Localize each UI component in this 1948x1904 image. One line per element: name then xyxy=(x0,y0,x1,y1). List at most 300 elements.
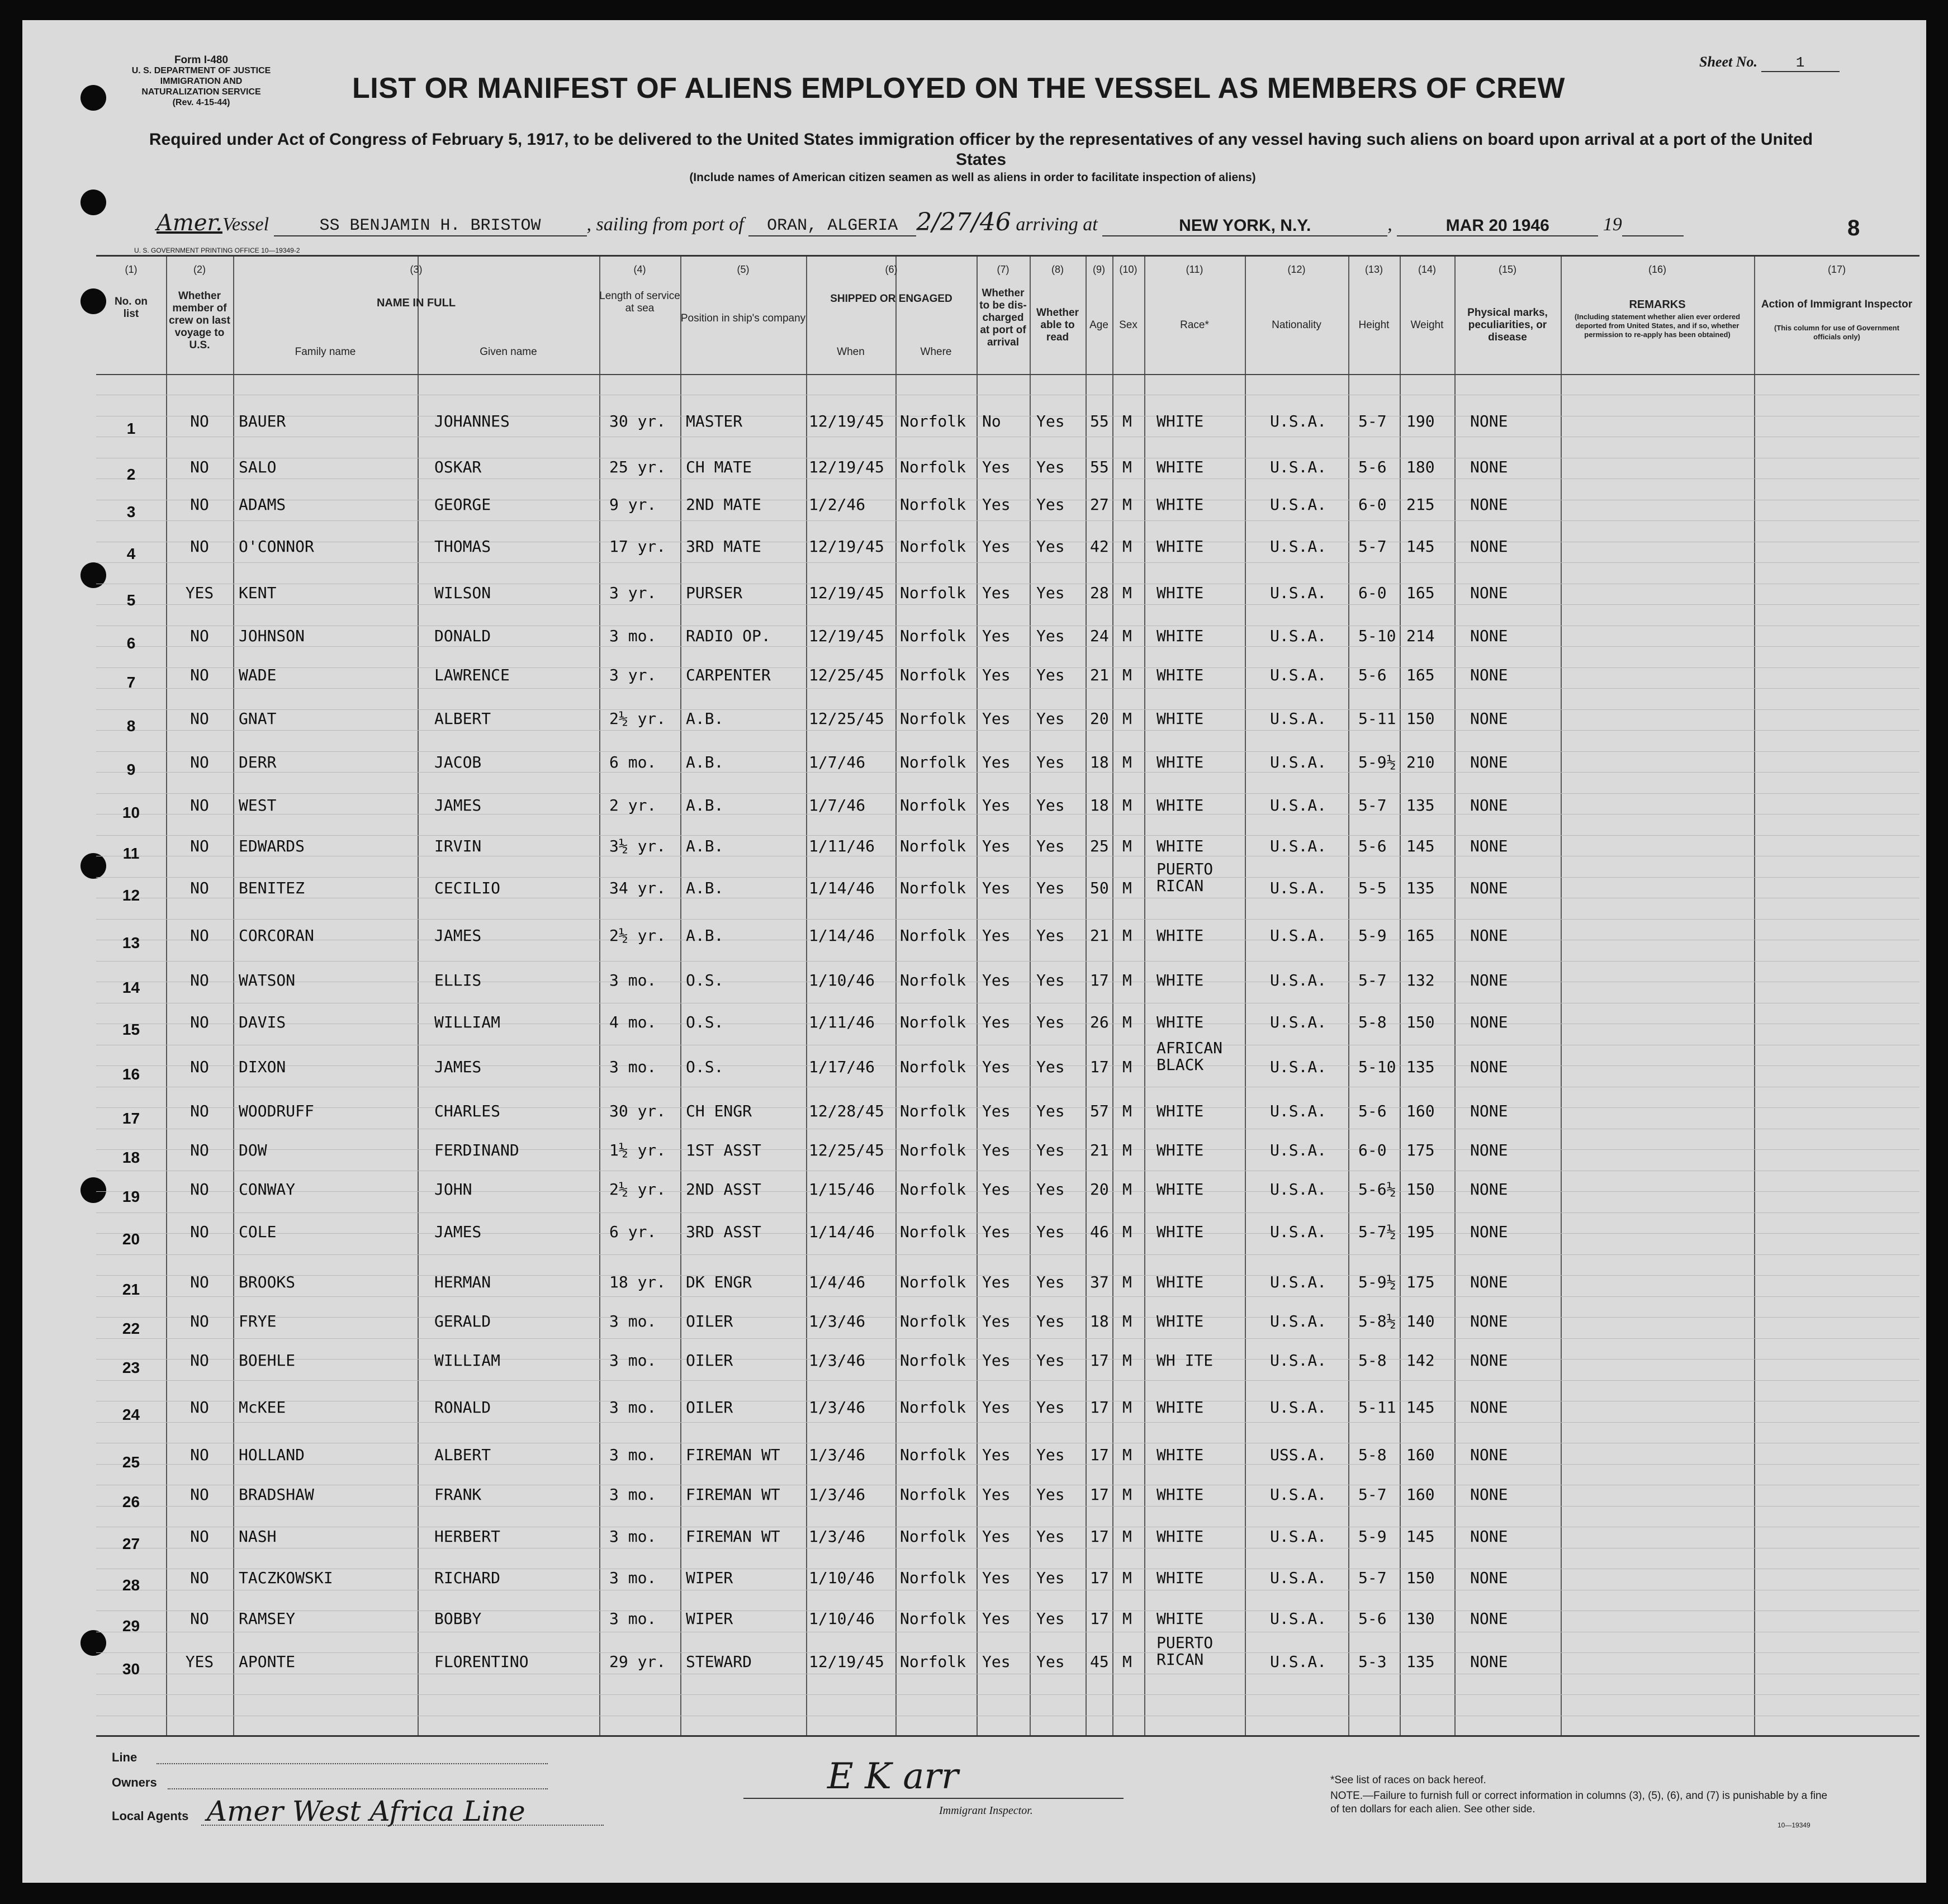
owners-label: Owners xyxy=(112,1775,157,1789)
cell-able-to-read: Yes xyxy=(1036,1223,1065,1241)
cell-where: Norfolk xyxy=(900,666,966,684)
cell-where: Norfolk xyxy=(900,1398,966,1417)
inspector-signature-line xyxy=(743,1798,1124,1799)
cell-where: Norfolk xyxy=(900,537,966,556)
cell-race: WHITE xyxy=(1157,753,1204,771)
cell-sex: M xyxy=(1122,753,1132,771)
cell-position: FIREMAN WT xyxy=(686,1446,780,1464)
cell-physical-marks: NONE xyxy=(1470,709,1508,728)
cell-height: 5-7 xyxy=(1358,412,1387,430)
row-number: 23 xyxy=(122,1359,140,1376)
cell-discharged: Yes xyxy=(982,458,1011,476)
sheet-number-label: Sheet No. xyxy=(1699,54,1757,70)
cell-sex: M xyxy=(1122,1223,1132,1241)
cell-able-to-read: Yes xyxy=(1036,1351,1065,1370)
cell-height: 6-0 xyxy=(1358,1141,1387,1159)
cell-when: 1/3/46 xyxy=(809,1398,866,1417)
cell-position: 2ND ASST xyxy=(686,1180,761,1199)
cell-race: WHITE xyxy=(1157,458,1204,476)
cell-last-voyage: NO xyxy=(190,796,209,814)
year-label: 19 xyxy=(1603,214,1622,235)
cell-sex: M xyxy=(1122,1273,1132,1291)
cell-family-name: WOODRUFF xyxy=(239,1102,314,1120)
cell-position: PURSER xyxy=(686,584,743,602)
cell-physical-marks: NONE xyxy=(1470,584,1508,602)
cell-position: A.B. xyxy=(686,709,724,728)
cell-discharged: Yes xyxy=(982,1398,1011,1417)
cell-race: AFRICAN BLACK xyxy=(1157,1039,1223,1074)
cell-race: WHITE xyxy=(1157,1102,1204,1120)
cell-when: 1/3/46 xyxy=(809,1351,866,1370)
cell-when: 1/10/46 xyxy=(809,971,875,989)
cell-last-voyage: NO xyxy=(190,495,209,514)
cell-able-to-read: Yes xyxy=(1036,1058,1065,1076)
cell-position: STEWARD xyxy=(686,1652,752,1671)
cell-race: WHITE xyxy=(1157,1273,1204,1291)
cell-length-service: 2½ yr. xyxy=(609,709,666,728)
page-title: LIST OR MANIFEST OF ALIENS EMPLOYED ON THE VESSEL AS MEMBERS OF CREW xyxy=(352,72,1565,105)
cell-where: Norfolk xyxy=(900,1351,966,1370)
header-position: Position in ship's company xyxy=(680,312,806,324)
cell-height: 5-6 xyxy=(1358,837,1387,855)
cell-length-service: 18 yr. xyxy=(609,1273,666,1291)
cell-age: 55 xyxy=(1090,458,1109,476)
service: IMMIGRATION AND NATURALIZATION SERVICE xyxy=(141,77,261,97)
cell-when: 1/4/46 xyxy=(809,1273,866,1291)
cell-race: WHITE xyxy=(1157,1446,1204,1464)
cell-where: Norfolk xyxy=(900,796,966,814)
row-number: 16 xyxy=(122,1065,140,1083)
cell-height: 5-9½ xyxy=(1358,1273,1396,1291)
row-number: 9 xyxy=(126,761,136,778)
cell-given-name: FLORENTINO xyxy=(434,1652,529,1671)
ruled-line xyxy=(96,835,1919,836)
cell-family-name: WADE xyxy=(239,666,277,684)
cell-sex: M xyxy=(1122,584,1132,602)
header-physical-marks: Physical marks, peculiarities, or disease xyxy=(1467,307,1548,343)
cell-position: WIPER xyxy=(686,1569,733,1587)
cell-family-name: DOW xyxy=(239,1141,267,1159)
cell-nationality: U.S.A. xyxy=(1270,971,1327,989)
cell-nationality: U.S.A. xyxy=(1270,1609,1327,1628)
cell-last-voyage: NO xyxy=(190,926,209,945)
cell-length-service: 3 mo. xyxy=(609,1058,657,1076)
cell-weight: 145 xyxy=(1406,1398,1435,1417)
form-code: 10—19349 xyxy=(1778,1821,1810,1829)
cell-age: 55 xyxy=(1090,412,1109,430)
header-nationality: Nationality xyxy=(1272,319,1321,331)
cell-given-name: CHARLES xyxy=(434,1102,501,1120)
cell-discharged: Yes xyxy=(982,1223,1011,1241)
cell-where: Norfolk xyxy=(900,495,966,514)
table-row xyxy=(96,1609,1919,1635)
cell-last-voyage: NO xyxy=(190,709,209,728)
column-number: (3) xyxy=(410,264,423,275)
cell-position: MASTER xyxy=(686,412,743,430)
cell-physical-marks: NONE xyxy=(1470,1223,1508,1241)
table-row xyxy=(96,753,1919,778)
cell-nationality: U.S.A. xyxy=(1270,666,1327,684)
row-number: 17 xyxy=(122,1110,140,1127)
cell-able-to-read: Yes xyxy=(1036,837,1065,855)
cell-physical-marks: NONE xyxy=(1470,796,1508,814)
cell-height: 5-11 xyxy=(1358,1398,1396,1417)
cell-weight: 135 xyxy=(1406,796,1435,814)
cell-position: 1ST ASST xyxy=(686,1141,761,1159)
cell-sex: M xyxy=(1122,1485,1132,1504)
cell-weight: 150 xyxy=(1406,1013,1435,1031)
cell-age: 17 xyxy=(1090,1609,1109,1628)
cell-given-name: RICHARD xyxy=(434,1569,501,1587)
cell-race: WHITE xyxy=(1157,837,1204,855)
cell-length-service: 3 yr. xyxy=(609,666,657,684)
table-row xyxy=(96,1527,1919,1550)
cell-weight: 150 xyxy=(1406,709,1435,728)
cell-age: 27 xyxy=(1090,495,1109,514)
cell-physical-marks: NONE xyxy=(1470,1398,1508,1417)
cell-position: RADIO OP. xyxy=(686,627,771,645)
cell-height: 5-11 xyxy=(1358,709,1396,728)
cell-length-service: 25 yr. xyxy=(609,458,666,476)
table-row xyxy=(96,495,1919,518)
cell-physical-marks: NONE xyxy=(1470,1141,1508,1159)
cell-length-service: 30 yr. xyxy=(609,412,666,430)
cell-family-name: EDWARDS xyxy=(239,837,305,855)
cell-height: 5-6 xyxy=(1358,458,1387,476)
ruled-line xyxy=(96,520,1919,521)
cell-sex: M xyxy=(1122,1058,1132,1076)
cell-height: 5-10 xyxy=(1358,1058,1396,1076)
line-blank xyxy=(157,1763,548,1764)
cell-height: 5-7 xyxy=(1358,971,1387,989)
row-number: 22 xyxy=(122,1320,140,1337)
cell-where: Norfolk xyxy=(900,1652,966,1671)
cell-when: 12/19/45 xyxy=(809,1652,884,1671)
cell-nationality: U.S.A. xyxy=(1270,458,1327,476)
cell-last-voyage: NO xyxy=(190,1569,209,1587)
cell-age: 17 xyxy=(1090,1398,1109,1417)
cell-last-voyage: NO xyxy=(190,1312,209,1330)
cell-position: WIPER xyxy=(686,1609,733,1628)
manifest-sheet xyxy=(22,20,1926,1883)
table-row xyxy=(96,837,1919,862)
cell-last-voyage: YES xyxy=(185,1652,214,1671)
cell-race: WHITE xyxy=(1157,1223,1204,1241)
cell-height: 5-9½ xyxy=(1358,753,1396,771)
cell-nationality: U.S.A. xyxy=(1270,926,1327,945)
cell-length-service: 3 mo. xyxy=(609,1398,657,1417)
cell-when: 1/15/46 xyxy=(809,1180,875,1199)
cell-height: 5-5 xyxy=(1358,879,1387,897)
column-number: (14) xyxy=(1418,264,1436,275)
cell-length-service: 3 mo. xyxy=(609,1527,657,1546)
column-number: (8) xyxy=(1051,264,1064,275)
column-number: (9) xyxy=(1093,264,1105,275)
cell-height: 6-0 xyxy=(1358,495,1387,514)
row-number: 28 xyxy=(122,1576,140,1594)
ruled-line xyxy=(96,1380,1919,1381)
table-row xyxy=(96,1398,1919,1423)
cell-family-name: DIXON xyxy=(239,1058,286,1076)
cell-nationality: U.S.A. xyxy=(1270,537,1327,556)
cell-nationality: U.S.A. xyxy=(1270,1180,1327,1199)
cell-race: WHITE xyxy=(1157,1013,1204,1031)
cell-given-name: FERDINAND xyxy=(434,1141,519,1159)
cell-where: Norfolk xyxy=(900,879,966,897)
cell-when: 12/28/45 xyxy=(809,1102,884,1120)
cell-weight: 145 xyxy=(1406,537,1435,556)
cell-last-voyage: NO xyxy=(190,627,209,645)
cell-sex: M xyxy=(1122,1527,1132,1546)
cell-family-name: APONTE xyxy=(239,1652,296,1671)
column-number: (1) xyxy=(125,264,138,275)
cell-where: Norfolk xyxy=(900,1485,966,1504)
ruled-line xyxy=(96,1694,1919,1695)
cell-physical-marks: NONE xyxy=(1470,495,1508,514)
cell-race: PUERTO RICAN xyxy=(1157,860,1214,895)
row-number: 2 xyxy=(126,466,136,483)
table-row xyxy=(96,971,1919,996)
cell-sex: M xyxy=(1122,796,1132,814)
cell-given-name: LAWRENCE xyxy=(434,666,510,684)
cell-sex: M xyxy=(1122,412,1132,430)
cell-physical-marks: NONE xyxy=(1470,1527,1508,1546)
cell-family-name: SALO xyxy=(239,458,277,476)
cell-length-service: 4 mo. xyxy=(609,1013,657,1031)
header-height: Height xyxy=(1358,319,1390,331)
cell-sex: M xyxy=(1122,837,1132,855)
cell-when: 1/7/46 xyxy=(809,796,866,814)
punch-hole xyxy=(80,85,106,111)
cell-nationality: U.S.A. xyxy=(1270,753,1327,771)
cell-family-name: HOLLAND xyxy=(239,1446,305,1464)
table-row xyxy=(96,1569,1919,1594)
cell-given-name: HERBERT xyxy=(434,1527,501,1546)
row-number: 15 xyxy=(122,1021,140,1038)
table-row xyxy=(96,458,1919,483)
cell-when: 1/10/46 xyxy=(809,1609,875,1628)
cell-age: 37 xyxy=(1090,1273,1109,1291)
row-number: 18 xyxy=(122,1149,140,1166)
cell-when: 1/14/46 xyxy=(809,926,875,945)
cell-family-name: WEST xyxy=(239,796,277,814)
table-row xyxy=(96,1180,1919,1205)
cell-family-name: O'CONNOR xyxy=(239,537,314,556)
cell-family-name: FRYE xyxy=(239,1312,277,1330)
row-number: 20 xyxy=(122,1230,140,1248)
cell-family-name: McKEE xyxy=(239,1398,286,1417)
cell-sex: M xyxy=(1122,666,1132,684)
department: U. S. DEPARTMENT OF JUSTICE xyxy=(131,66,271,75)
cell-race: WHITE xyxy=(1157,1312,1204,1330)
cell-where: Norfolk xyxy=(900,926,966,945)
voyage-line: Amer.Vessel SS BENJAMIN H. BRISTOW , sailing from port of ORAN, ALGERIA 2/27/46 arriving at NEW YORK, N.Y. , MAR 20 1946 19 xyxy=(157,208,1684,236)
cell-discharged: Yes xyxy=(982,971,1011,989)
cell-length-service: 30 yr. xyxy=(609,1102,666,1120)
cell-able-to-read: Yes xyxy=(1036,753,1065,771)
cell-weight: 150 xyxy=(1406,1569,1435,1587)
cell-given-name: IRVIN xyxy=(434,837,482,855)
owners-blank xyxy=(168,1788,548,1789)
column-number: (2) xyxy=(193,264,206,275)
cell-race: WHITE xyxy=(1157,584,1204,602)
cell-family-name: TACZKOWSKI xyxy=(239,1569,333,1587)
cell-family-name: BAUER xyxy=(239,412,286,430)
cell-able-to-read: Yes xyxy=(1036,1609,1065,1628)
cell-height: 5-8 xyxy=(1358,1446,1387,1464)
table-row xyxy=(96,860,1919,904)
cell-when: 1/3/46 xyxy=(809,1527,866,1546)
cell-weight: 142 xyxy=(1406,1351,1435,1370)
cell-discharged: Yes xyxy=(982,1569,1011,1587)
cell-family-name: CORCORAN xyxy=(239,926,314,945)
cell-last-voyage: NO xyxy=(190,1102,209,1120)
header-discharged: Whether to be dis-charged at port of arrival xyxy=(979,287,1027,348)
row-number: 12 xyxy=(122,887,140,904)
cell-physical-marks: NONE xyxy=(1470,1652,1508,1671)
ruled-line xyxy=(96,688,1919,689)
cell-position: CH ENGR xyxy=(686,1102,752,1120)
cell-nationality: U.S.A. xyxy=(1270,1102,1327,1120)
cell-weight: 214 xyxy=(1406,627,1435,645)
cell-where: Norfolk xyxy=(900,1273,966,1291)
cell-where: Norfolk xyxy=(900,1223,966,1241)
cell-length-service: 3 mo. xyxy=(609,1351,657,1370)
table-row xyxy=(96,1141,1919,1166)
cell-position: O.S. xyxy=(686,971,724,989)
cell-height: 5-6½ xyxy=(1358,1180,1396,1199)
table-row xyxy=(96,1633,1919,1678)
cell-physical-marks: NONE xyxy=(1470,1013,1508,1031)
cell-position: FIREMAN WT xyxy=(686,1527,780,1546)
header-weight: Weight xyxy=(1410,319,1444,331)
cell-when: 1/14/46 xyxy=(809,879,875,897)
cell-age: 18 xyxy=(1090,796,1109,814)
cell-given-name: ALBERT xyxy=(434,709,491,728)
cell-family-name: DERR xyxy=(239,753,277,771)
cell-length-service: 9 yr. xyxy=(609,495,657,514)
cell-able-to-read: Yes xyxy=(1036,537,1065,556)
header-able-to-read: Whether able to read xyxy=(1036,307,1079,343)
inspector-signature: E K arr xyxy=(827,1756,959,1797)
cell-able-to-read: Yes xyxy=(1036,1527,1065,1546)
row-number: 26 xyxy=(122,1493,140,1510)
row-number: 8 xyxy=(126,717,136,735)
cell-nationality: U.S.A. xyxy=(1270,1058,1327,1076)
cell-sex: M xyxy=(1122,1446,1132,1464)
ruled-line xyxy=(96,751,1919,752)
table-row xyxy=(96,412,1919,437)
cell-nationality: U.S.A. xyxy=(1270,796,1327,814)
cell-weight: 215 xyxy=(1406,495,1435,514)
cell-position: 3RD MATE xyxy=(686,537,761,556)
cell-family-name: KENT xyxy=(239,584,277,602)
form-number: Form I-480 xyxy=(174,54,229,66)
cell-sex: M xyxy=(1122,1652,1132,1671)
header-rule xyxy=(96,374,1919,375)
cell-discharged: Yes xyxy=(982,627,1011,645)
row-number: 21 xyxy=(122,1281,140,1298)
cell-nationality: U.S.A. xyxy=(1270,412,1327,430)
cell-given-name: DONALD xyxy=(434,627,491,645)
cell-race: WH ITE xyxy=(1157,1351,1214,1370)
cell-age: 21 xyxy=(1090,1141,1109,1159)
cell-family-name: BENITEZ xyxy=(239,879,305,897)
cell-discharged: Yes xyxy=(982,1273,1011,1291)
cell-where: Norfolk xyxy=(900,1312,966,1330)
cell-age: 17 xyxy=(1090,1485,1109,1504)
cell-age: 26 xyxy=(1090,1013,1109,1031)
cell-height: 5-7 xyxy=(1358,796,1387,814)
cell-nationality: U.S.A. xyxy=(1270,584,1327,602)
cell-last-voyage: NO xyxy=(190,1527,209,1546)
cell-physical-marks: NONE xyxy=(1470,666,1508,684)
header-no-on-list: No. on list xyxy=(114,296,148,320)
cell-age: 17 xyxy=(1090,1569,1109,1587)
row-number: 13 xyxy=(122,934,140,951)
row-number: 6 xyxy=(126,634,136,652)
cell-nationality: U.S.A. xyxy=(1270,837,1327,855)
cell-when: 1/11/46 xyxy=(809,837,875,855)
cell-nationality: U.S.A. xyxy=(1270,1527,1327,1546)
cell-race: PUERTO RICAN xyxy=(1157,1633,1214,1669)
cell-weight: 135 xyxy=(1406,879,1435,897)
cell-height: 5-8½ xyxy=(1358,1312,1396,1330)
cell-length-service: 3½ yr. xyxy=(609,837,666,855)
year-blank xyxy=(1622,235,1684,236)
cell-sex: M xyxy=(1122,709,1132,728)
cell-physical-marks: NONE xyxy=(1470,412,1508,430)
header-sex: Sex xyxy=(1119,319,1137,331)
column-number: (11) xyxy=(1186,264,1203,275)
cell-height: 5-9 xyxy=(1358,1527,1387,1546)
cell-position: 3RD ASST xyxy=(686,1223,761,1241)
cell-when: 12/25/45 xyxy=(809,1141,884,1159)
row-number: 10 xyxy=(122,804,140,821)
cell-weight: 165 xyxy=(1406,584,1435,602)
cell-nationality: U.S.A. xyxy=(1270,627,1327,645)
cell-where: Norfolk xyxy=(900,837,966,855)
cell-discharged: Yes xyxy=(982,537,1011,556)
cell-able-to-read: Yes xyxy=(1036,1102,1065,1120)
cell-weight: 132 xyxy=(1406,971,1435,989)
cell-physical-marks: NONE xyxy=(1470,1569,1508,1587)
cell-position: O.S. xyxy=(686,1058,724,1076)
cell-when: 1/11/46 xyxy=(809,1013,875,1031)
table-row xyxy=(96,666,1919,691)
cell-last-voyage: NO xyxy=(190,1223,209,1241)
cell-when: 12/19/45 xyxy=(809,412,884,430)
cell-height: 5-7 xyxy=(1358,1485,1387,1504)
sail-date-handwritten: 2/27/46 xyxy=(916,208,1011,236)
cell-race: WHITE xyxy=(1157,495,1204,514)
arrival-port: NEW YORK, N.Y. xyxy=(1102,216,1387,236)
cell-able-to-read: Yes xyxy=(1036,1446,1065,1464)
header-action: Action of Immigrant Inspector xyxy=(1761,299,1913,310)
cell-weight: 165 xyxy=(1406,666,1435,684)
cell-race: WHITE xyxy=(1157,926,1204,945)
cell-given-name: ALBERT xyxy=(434,1446,491,1464)
cell-physical-marks: NONE xyxy=(1470,1312,1508,1330)
cell-age: 24 xyxy=(1090,627,1109,645)
cell-nationality: U.S.A. xyxy=(1270,1351,1327,1370)
cell-position: O.S. xyxy=(686,1013,724,1031)
ruled-line xyxy=(96,1254,1919,1255)
cell-last-voyage: NO xyxy=(190,1485,209,1504)
cell-family-name: WATSON xyxy=(239,971,296,989)
cell-when: 1/3/46 xyxy=(809,1446,866,1464)
cell-able-to-read: Yes xyxy=(1036,879,1065,897)
